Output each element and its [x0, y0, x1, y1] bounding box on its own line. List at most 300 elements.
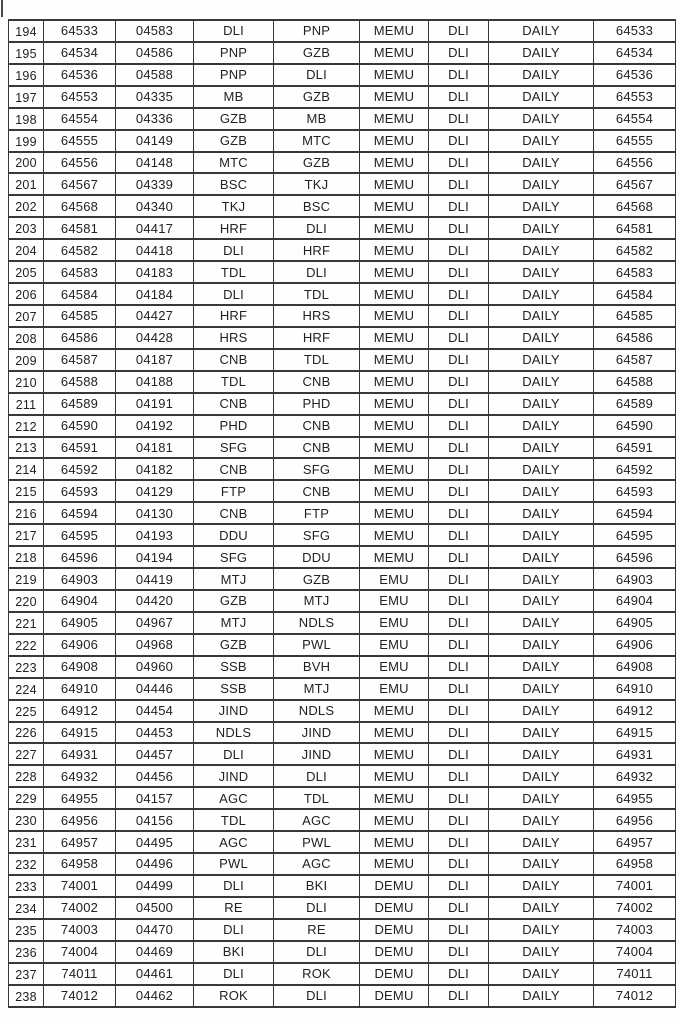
- table-cell: 04453: [116, 722, 194, 744]
- table-cell: DLI: [429, 853, 489, 875]
- table-cell: DLI: [194, 919, 274, 941]
- table-cell: 04419: [116, 568, 194, 590]
- table-row: [9, 502, 676, 524]
- table-cell: 64556: [594, 152, 676, 174]
- table-row: [9, 875, 676, 897]
- table-cell: 64568: [44, 195, 116, 217]
- table-row: [9, 437, 676, 459]
- table-cell: 04149: [116, 130, 194, 152]
- table-row: [9, 941, 676, 963]
- table-cell: 64903: [594, 568, 676, 590]
- table-cell: DLI: [429, 722, 489, 744]
- table-cell: DAILY: [489, 656, 594, 678]
- table-cell: DLI: [429, 897, 489, 919]
- table-cell: DLI: [429, 743, 489, 765]
- table-cell: 202: [9, 195, 44, 217]
- table-cell: 64592: [594, 458, 676, 480]
- table-cell: 64585: [44, 305, 116, 327]
- table-cell: DLI: [429, 524, 489, 546]
- table-cell: 64910: [44, 678, 116, 700]
- table-cell: 201: [9, 173, 44, 195]
- table-cell: 225: [9, 700, 44, 722]
- table-cell: DLI: [429, 875, 489, 897]
- table-cell: DLI: [429, 612, 489, 634]
- table-cell: HRF: [194, 217, 274, 239]
- table-cell: 64585: [594, 305, 676, 327]
- table-cell: DLI: [429, 963, 489, 985]
- table-cell: 64931: [594, 743, 676, 765]
- table-cell: 04193: [116, 524, 194, 546]
- table-cell: 04417: [116, 217, 194, 239]
- table-cell: 64591: [44, 437, 116, 459]
- table-cell: 213: [9, 437, 44, 459]
- table-cell: DLI: [274, 941, 360, 963]
- table-cell: DLI: [429, 568, 489, 590]
- table-cell: 64582: [44, 239, 116, 261]
- table-cell: MTJ: [274, 590, 360, 612]
- table-cell: DLI: [429, 502, 489, 524]
- table-cell: 04194: [116, 546, 194, 568]
- table-cell: DAILY: [489, 64, 594, 86]
- table-cell: 04499: [116, 875, 194, 897]
- table-cell: 211: [9, 393, 44, 415]
- table-row: [9, 261, 676, 283]
- table-cell: JIND: [274, 743, 360, 765]
- table-cell: 04418: [116, 239, 194, 261]
- table-cell: 04336: [116, 108, 194, 130]
- table-cell: 224: [9, 678, 44, 700]
- table-cell: CNB: [194, 502, 274, 524]
- table-cell: 64533: [44, 20, 116, 42]
- table-cell: DAILY: [489, 678, 594, 700]
- table-cell: PWL: [274, 634, 360, 656]
- table-cell: 04588: [116, 64, 194, 86]
- table-cell: DAILY: [489, 327, 594, 349]
- table-cell: TDL: [194, 371, 274, 393]
- table-cell: 64905: [44, 612, 116, 634]
- table-cell: 199: [9, 130, 44, 152]
- table-cell: DAILY: [489, 393, 594, 415]
- table-cell: 212: [9, 415, 44, 437]
- table-cell: TDL: [274, 787, 360, 809]
- table-cell: SFG: [194, 546, 274, 568]
- table-row: [9, 678, 676, 700]
- table-cell: 210: [9, 371, 44, 393]
- table-cell: 209: [9, 349, 44, 371]
- table-cell: 04500: [116, 897, 194, 919]
- table-cell: 04340: [116, 195, 194, 217]
- table-cell: 04469: [116, 941, 194, 963]
- table-cell: 208: [9, 327, 44, 349]
- table-cell: PWL: [194, 853, 274, 875]
- table-row: [9, 195, 676, 217]
- table-row: [9, 239, 676, 261]
- table-cell: 64912: [44, 700, 116, 722]
- table-cell: MTC: [274, 130, 360, 152]
- table-cell: 64955: [44, 787, 116, 809]
- table-cell: GZB: [274, 86, 360, 108]
- table-cell: DAILY: [489, 743, 594, 765]
- table-cell: MEMU: [360, 173, 429, 195]
- table-cell: DAILY: [489, 283, 594, 305]
- table-cell: 194: [9, 20, 44, 42]
- table-cell: 64536: [594, 64, 676, 86]
- table-row: [9, 787, 676, 809]
- table-cell: 64910: [594, 678, 676, 700]
- table-cell: BVH: [274, 656, 360, 678]
- table-cell: 64581: [44, 217, 116, 239]
- table-cell: GZB: [274, 42, 360, 64]
- table-cell: DLI: [429, 20, 489, 42]
- table-cell: DAILY: [489, 524, 594, 546]
- table-cell: MEMU: [360, 283, 429, 305]
- table-cell: 04428: [116, 327, 194, 349]
- table-row: [9, 349, 676, 371]
- table-cell: MB: [194, 86, 274, 108]
- table-cell: DAILY: [489, 173, 594, 195]
- table-cell: MEMU: [360, 261, 429, 283]
- table-row: [9, 480, 676, 502]
- table-cell: DLI: [429, 765, 489, 787]
- table-cell: 64904: [594, 590, 676, 612]
- train-schedule-table: [8, 19, 676, 1008]
- table-cell: CNB: [274, 480, 360, 502]
- table-cell: DLI: [429, 590, 489, 612]
- table-cell: GZB: [194, 634, 274, 656]
- table-cell: 64912: [594, 700, 676, 722]
- table-row: [9, 634, 676, 656]
- table-row: [9, 371, 676, 393]
- table-cell: MEMU: [360, 502, 429, 524]
- table-cell: DAILY: [489, 831, 594, 853]
- table-cell: 04586: [116, 42, 194, 64]
- table-cell: 207: [9, 305, 44, 327]
- table-cell: DAILY: [489, 897, 594, 919]
- table-cell: 64588: [44, 371, 116, 393]
- table-cell: MEMU: [360, 524, 429, 546]
- table-cell: 64583: [44, 261, 116, 283]
- table-cell: 223: [9, 656, 44, 678]
- table-cell: DDU: [274, 546, 360, 568]
- table-cell: 227: [9, 743, 44, 765]
- table-cell: DAILY: [489, 568, 594, 590]
- table-row: [9, 612, 676, 634]
- table-cell: 04339: [116, 173, 194, 195]
- table-cell: 64553: [594, 86, 676, 108]
- table-cell: DAILY: [489, 919, 594, 941]
- table-cell: DAILY: [489, 985, 594, 1007]
- table-cell: 200: [9, 152, 44, 174]
- table-cell: DLI: [429, 656, 489, 678]
- table-cell: DLI: [429, 371, 489, 393]
- table-cell: SSB: [194, 678, 274, 700]
- table-cell: BKI: [274, 875, 360, 897]
- table-cell: MEMU: [360, 415, 429, 437]
- table-cell: DLI: [194, 239, 274, 261]
- table-cell: 64590: [44, 415, 116, 437]
- table-cell: DLI: [429, 305, 489, 327]
- table-cell: 233: [9, 875, 44, 897]
- table-cell: 74002: [44, 897, 116, 919]
- table-cell: DAILY: [489, 941, 594, 963]
- table-cell: 04470: [116, 919, 194, 941]
- table-cell: AGC: [194, 787, 274, 809]
- table-cell: MEMU: [360, 86, 429, 108]
- table-cell: 04960: [116, 656, 194, 678]
- table-cell: CNB: [194, 349, 274, 371]
- table-cell: 64567: [44, 173, 116, 195]
- table-cell: 74003: [594, 919, 676, 941]
- table-cell: AGC: [274, 809, 360, 831]
- table-cell: 219: [9, 568, 44, 590]
- table-row: [9, 305, 676, 327]
- table-cell: DLI: [274, 765, 360, 787]
- table-cell: DAILY: [489, 480, 594, 502]
- table-cell: DLI: [429, 415, 489, 437]
- table-row: [9, 86, 676, 108]
- table-cell: 204: [9, 239, 44, 261]
- table-cell: PNP: [194, 42, 274, 64]
- table-cell: 64956: [594, 809, 676, 831]
- table-row: [9, 20, 676, 42]
- table-cell: 04456: [116, 765, 194, 787]
- table-cell: PNP: [274, 20, 360, 42]
- table-cell: 64594: [44, 502, 116, 524]
- table-cell: MTJ: [274, 678, 360, 700]
- table-cell: DAILY: [489, 239, 594, 261]
- table-cell: 64915: [44, 722, 116, 744]
- table-cell: EMU: [360, 590, 429, 612]
- table-cell: JIND: [194, 700, 274, 722]
- table-cell: 216: [9, 502, 44, 524]
- table-cell: GZB: [194, 130, 274, 152]
- table-cell: DLI: [429, 261, 489, 283]
- table-cell: GZB: [194, 108, 274, 130]
- table-cell: 04446: [116, 678, 194, 700]
- table-cell: MEMU: [360, 195, 429, 217]
- table-cell: AGC: [274, 853, 360, 875]
- table-cell: DLI: [429, 985, 489, 1007]
- table-cell: 74004: [594, 941, 676, 963]
- table-cell: MEMU: [360, 809, 429, 831]
- table-cell: MEMU: [360, 480, 429, 502]
- table-cell: 64592: [44, 458, 116, 480]
- table-cell: DLI: [429, 283, 489, 305]
- table-cell: 04457: [116, 743, 194, 765]
- table-cell: 04461: [116, 963, 194, 985]
- table-cell: PWL: [274, 831, 360, 853]
- table-cell: DAILY: [489, 415, 594, 437]
- table-cell: 64586: [594, 327, 676, 349]
- table-cell: 64915: [594, 722, 676, 744]
- table-cell: 04182: [116, 458, 194, 480]
- table-cell: 04192: [116, 415, 194, 437]
- table-cell: MEMU: [360, 349, 429, 371]
- table-cell: FTP: [194, 480, 274, 502]
- table-cell: 04496: [116, 853, 194, 875]
- table-row: [9, 700, 676, 722]
- table-cell: 74011: [44, 963, 116, 985]
- table-cell: SSB: [194, 656, 274, 678]
- table-cell: 64556: [44, 152, 116, 174]
- table-cell: 64555: [44, 130, 116, 152]
- table-cell: 04148: [116, 152, 194, 174]
- table-cell: 217: [9, 524, 44, 546]
- table-cell: MEMU: [360, 42, 429, 64]
- table-cell: DLI: [429, 130, 489, 152]
- table-cell: 203: [9, 217, 44, 239]
- table-cell: 64958: [594, 853, 676, 875]
- table-cell: 64595: [594, 524, 676, 546]
- table-cell: 04181: [116, 437, 194, 459]
- table-cell: 04183: [116, 261, 194, 283]
- table-cell: GZB: [194, 590, 274, 612]
- table-cell: DAILY: [489, 612, 594, 634]
- table-cell: 74001: [594, 875, 676, 897]
- table-cell: EMU: [360, 568, 429, 590]
- table-cell: DAILY: [489, 853, 594, 875]
- table-cell: 64587: [594, 349, 676, 371]
- table-cell: CNB: [274, 415, 360, 437]
- table-cell: 04191: [116, 393, 194, 415]
- table-cell: 196: [9, 64, 44, 86]
- table-cell: MTJ: [194, 612, 274, 634]
- table-cell: 64955: [594, 787, 676, 809]
- table-cell: 64908: [44, 656, 116, 678]
- table-cell: DLI: [194, 963, 274, 985]
- table-cell: NDLS: [274, 700, 360, 722]
- table-cell: DAILY: [489, 261, 594, 283]
- table-row: [9, 393, 676, 415]
- table-cell: 64568: [594, 195, 676, 217]
- table-row: [9, 524, 676, 546]
- table-row: [9, 217, 676, 239]
- table-cell: 64553: [44, 86, 116, 108]
- table-row: [9, 963, 676, 985]
- table-cell: 04967: [116, 612, 194, 634]
- table-cell: 64533: [594, 20, 676, 42]
- table-row: [9, 108, 676, 130]
- table-cell: MEMU: [360, 130, 429, 152]
- table-cell: DAILY: [489, 42, 594, 64]
- table-cell: DAILY: [489, 152, 594, 174]
- table-cell: 04156: [116, 809, 194, 831]
- table-cell: DEMU: [360, 875, 429, 897]
- table-row: [9, 897, 676, 919]
- table-cell: DLI: [274, 64, 360, 86]
- table-cell: DLI: [429, 327, 489, 349]
- table-cell: 64958: [44, 853, 116, 875]
- table-cell: CNB: [194, 458, 274, 480]
- table-cell: NDLS: [194, 722, 274, 744]
- table-cell: JIND: [194, 765, 274, 787]
- table-cell: DLI: [429, 787, 489, 809]
- table-row: [9, 152, 676, 174]
- table-cell: DAILY: [489, 634, 594, 656]
- table-cell: HRS: [274, 305, 360, 327]
- table-cell: 64554: [44, 108, 116, 130]
- table-cell: MEMU: [360, 393, 429, 415]
- table-cell: 74012: [594, 985, 676, 1007]
- table-cell: DAILY: [489, 590, 594, 612]
- table-cell: 64908: [594, 656, 676, 678]
- table-cell: 232: [9, 853, 44, 875]
- table-cell: 64534: [44, 42, 116, 64]
- table-cell: DAILY: [489, 502, 594, 524]
- table-cell: DLI: [194, 283, 274, 305]
- table-row: [9, 458, 676, 480]
- table-cell: 222: [9, 634, 44, 656]
- table-cell: 64534: [594, 42, 676, 64]
- table-row: [9, 765, 676, 787]
- table-cell: 74003: [44, 919, 116, 941]
- table-cell: HRF: [274, 327, 360, 349]
- table-cell: 74002: [594, 897, 676, 919]
- table-cell: NDLS: [274, 612, 360, 634]
- table-cell: 04968: [116, 634, 194, 656]
- table-cell: SFG: [194, 437, 274, 459]
- table-cell: 64596: [594, 546, 676, 568]
- table-cell: DLI: [429, 480, 489, 502]
- table-cell: 64957: [44, 831, 116, 853]
- table-cell: 64583: [594, 261, 676, 283]
- table-cell: DLI: [274, 985, 360, 1007]
- table-row: [9, 327, 676, 349]
- table-cell: CNB: [274, 371, 360, 393]
- table-cell: GZB: [274, 152, 360, 174]
- table-cell: TDL: [194, 261, 274, 283]
- table-cell: DEMU: [360, 941, 429, 963]
- table-cell: ROK: [274, 963, 360, 985]
- table-cell: 64956: [44, 809, 116, 831]
- table-cell: DLI: [429, 64, 489, 86]
- table-cell: 218: [9, 546, 44, 568]
- table-cell: 64582: [594, 239, 676, 261]
- table-cell: DAILY: [489, 809, 594, 831]
- table-cell: DAILY: [489, 458, 594, 480]
- table-cell: MEMU: [360, 546, 429, 568]
- table-row: [9, 831, 676, 853]
- table-cell: 04420: [116, 590, 194, 612]
- table-cell: MEMU: [360, 853, 429, 875]
- table-cell: DLI: [274, 217, 360, 239]
- table-cell: DLI: [429, 239, 489, 261]
- table-cell: DAILY: [489, 108, 594, 130]
- table-cell: DAILY: [489, 349, 594, 371]
- table-cell: DLI: [429, 152, 489, 174]
- table-cell: DLI: [429, 634, 489, 656]
- table-cell: 235: [9, 919, 44, 941]
- table-cell: 198: [9, 108, 44, 130]
- table-cell: 04495: [116, 831, 194, 853]
- table-cell: DLI: [429, 42, 489, 64]
- table-cell: 74004: [44, 941, 116, 963]
- table-cell: DLI: [429, 195, 489, 217]
- table-cell: 230: [9, 809, 44, 831]
- table-cell: 64905: [594, 612, 676, 634]
- table-cell: DLI: [429, 108, 489, 130]
- table-cell: 64536: [44, 64, 116, 86]
- table-cell: 221: [9, 612, 44, 634]
- table-cell: DLI: [429, 437, 489, 459]
- table-cell: RE: [194, 897, 274, 919]
- table-row: [9, 743, 676, 765]
- table-cell: DAILY: [489, 86, 594, 108]
- table-cell: 197: [9, 86, 44, 108]
- table-cell: DAILY: [489, 787, 594, 809]
- table-cell: DLI: [274, 897, 360, 919]
- table-cell: MEMU: [360, 108, 429, 130]
